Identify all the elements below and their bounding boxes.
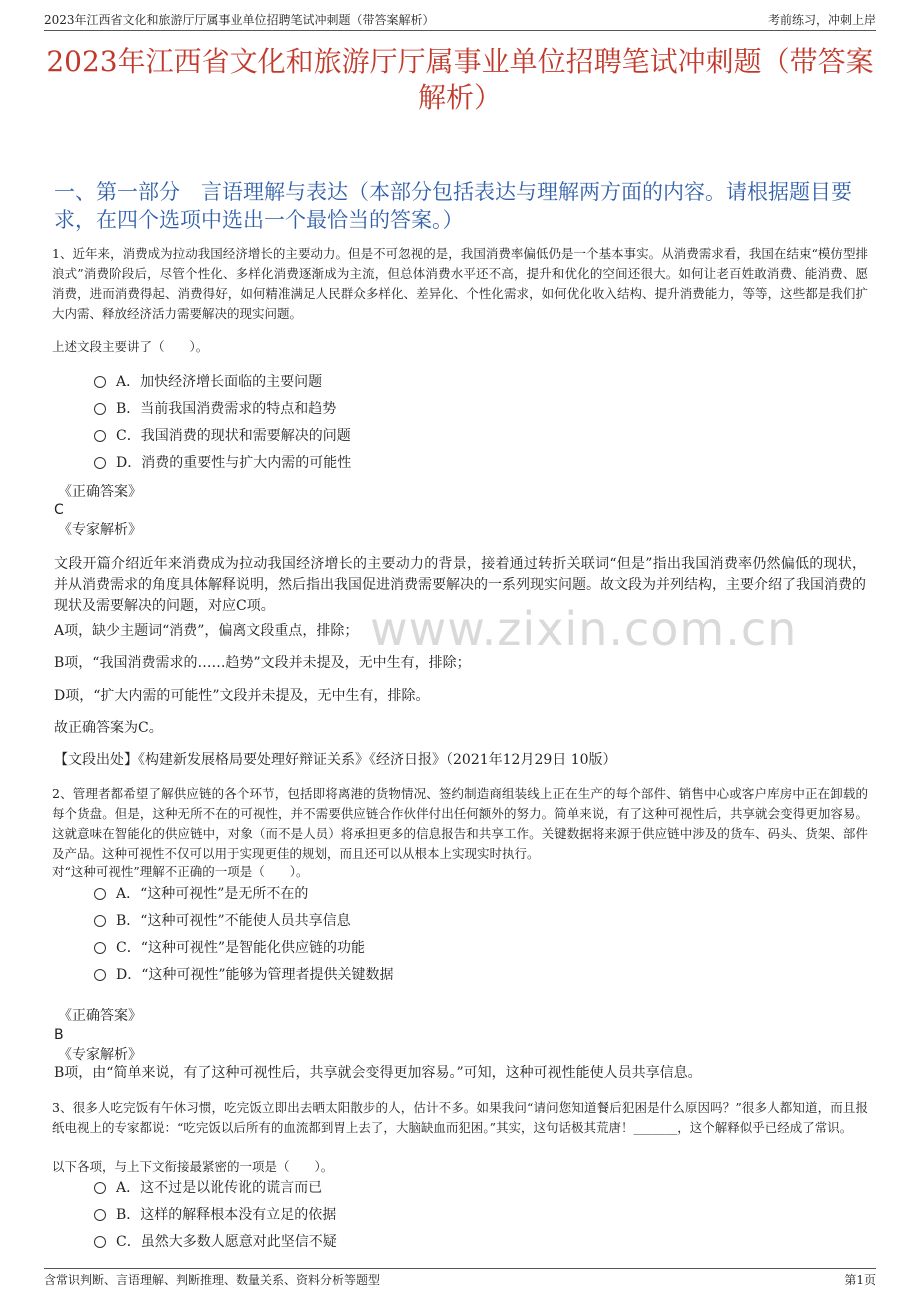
radio-icon[interactable]: [94, 888, 106, 900]
q1-stem: 1、近年来，消费成为拉动我国经济增长的主要动力。但是不可忽视的是，我国消费率偏低仍是一个基本事实。从消费需求看，我国在结束“模仿型排浪式”消费阶段后，尽管个性化、多样化消费逐渐成为主流，但总体消费水平还不高，提升和优化的空间还很大。如何让老百姓敢消费、能消费、愿消费，进而消费得起、消费得好，如何精准满足人民群众多样化、差异化、个性化需求，如何优化收入结构、提升消费能力，等等，这些都是我们扩大内需、释放经济活力需要解决的现实问题。: [52, 246, 868, 321]
q1-option-b[interactable]: [94, 399, 336, 419]
q1-option-a[interactable]: [94, 372, 322, 392]
option-label: B．“这种可视性”不能使人员共享信息: [116, 913, 351, 929]
q2-question: 对“这种可视性”理解不正确的一项是（ ）。: [52, 864, 309, 879]
q1-answer: C: [54, 502, 64, 518]
option-label: C．我国消费的现状和需要解决的问题: [116, 428, 351, 444]
option-label: C．“这种可视性”是智能化供应链的功能: [116, 940, 366, 956]
section-heading: 一、第一部分 言语理解与表达（本部分包括表达与理解两方面的内容。请根据题目要求，在四个选项中选出一个最恰当的答案。）: [54, 180, 852, 232]
q1-conclusion: 故正确答案为C。: [54, 720, 163, 736]
q1-answer-label: 《正确答案》: [58, 484, 142, 500]
q2-option-a[interactable]: [94, 884, 308, 904]
q1-analysis-b: B项，“我国消费需求的……趋势”文段并未提及，无中生有，排除；: [54, 655, 471, 671]
q2-answer: B: [54, 1027, 64, 1043]
q1-analysis-label: 《专家解析》: [58, 522, 142, 538]
q1-analysis-d: D项，“扩大内需的可能性”文段并未提及，无中生有，排除。: [54, 688, 430, 704]
q2-option-d[interactable]: [94, 965, 394, 985]
radio-icon[interactable]: [94, 969, 106, 981]
document-title: 2023年江西省文化和旅游厅厅属事业单位招聘笔试冲刺题（带答案解析）: [46, 45, 874, 114]
option-label: D．“这种可视性”能够为管理者提供关键数据: [116, 967, 394, 983]
radio-icon[interactable]: [94, 457, 106, 469]
radio-icon[interactable]: [94, 376, 106, 388]
q1-analysis-a: A项，缺少主题词“消费”，偏离文段重点，排除；: [54, 623, 359, 639]
option-label: B．当前我国消费需求的特点和趋势: [116, 401, 337, 417]
radio-icon[interactable]: [94, 1182, 106, 1194]
q1-source: 【文段出处】《构建新发展格局要处理好辩证关系》《经济日报》（2021年12月29日 10版）: [54, 752, 617, 768]
option-label: C．虽然大多数人愿意对此坚信不疑: [116, 1234, 337, 1250]
q1-question: 上述文段主要讲了（ ）。: [52, 339, 209, 354]
page-header: [44, 10, 876, 31]
q3-option-c[interactable]: [94, 1232, 337, 1252]
option-label: D．消费的重要性与扩大内需的可能性: [116, 455, 352, 471]
q3-option-a[interactable]: [94, 1178, 322, 1198]
radio-icon[interactable]: [94, 1209, 106, 1221]
q1-option-d[interactable]: [94, 453, 351, 473]
option-label: A．加快经济增长面临的主要问题: [116, 374, 323, 390]
q2-analysis-label: 《专家解析》: [58, 1047, 142, 1063]
q3-option-b[interactable]: [94, 1205, 336, 1225]
option-label: A．这不过是以讹传讹的谎言而已: [116, 1180, 323, 1196]
page-number: 第1页: [844, 1273, 876, 1287]
q2-stem: 2、管理者都希望了解供应链的各个环节，包括即将离港的货物情况、签约制造商组装线上正在生产的每个部件、销售中心或客户库房中正在卸载的每个货盘。但是，这种无所不在的可视性，并不需要供应链合作伙伴付出任何额外的努力。简单来说，有了这种可视性后，共享就会变得更加容易。这就意味在智能化的供应链中，对象（而不是人员）将承担更多的信息报告和共享工作。关键数据将来源于供应链中涉及的货车、码头、货架、部件及产品。这种可视性不仅可以用于实现更佳的规划，而且还可以从根本上实现实时执行。: [52, 786, 868, 861]
q2-answer-label: 《正确答案》: [58, 1008, 142, 1024]
radio-icon[interactable]: [94, 942, 106, 954]
q3-question: 以下各项，与上下文衔接最紧密的一项是（ ）。: [52, 1159, 334, 1174]
q1-analysis-text: 文段开篇介绍近年来消费成为拉动我国经济增长的主要动力的背景，接着通过转折关联词“但是”指出我国消费率仍然偏低的现状，并从消费需求的角度具体解释说明，然后指出我国促进消费需要解决的一系列现实问题。故文段为并列结构，主要介绍了我国消费的现状及需要解决的问题，对应C项。: [54, 556, 866, 614]
header-left-text: 2023年江西省文化和旅游厅厅属事业单位招聘笔试冲刺题（带答案解析）: [44, 13, 435, 27]
footer-left-text: 含常识判断、言语理解、判断推理、数量关系、资料分析等题型: [44, 1273, 381, 1287]
radio-icon[interactable]: [94, 915, 106, 927]
option-label: A．“这种可视性”是无所不在的: [116, 886, 309, 902]
watermark: www.zixin.com.cn: [370, 602, 798, 656]
q1-option-c[interactable]: [94, 426, 351, 446]
radio-icon[interactable]: [94, 430, 106, 442]
q2-option-b[interactable]: [94, 911, 351, 931]
radio-icon[interactable]: [94, 1236, 106, 1248]
page-footer: [44, 1268, 876, 1291]
radio-icon[interactable]: [94, 403, 106, 415]
q2-option-c[interactable]: [94, 938, 365, 958]
q3-stem: 3、很多人吃完饭有午休习惯，吃完饭立即出去晒太阳散步的人，估计不多。如果我问“请问您知道餐后犯困是什么原因吗？”很多人都知道，而且报纸电视上的专家都说：“吃完饭以后所有的血流都到胃上去了，大脑缺血而犯困。”其实，这句话极其荒唐！_______，这个解释似乎已经成了常识。: [52, 1100, 868, 1135]
header-right-text: 考前练习，冲刺上岸: [767, 13, 876, 27]
q2-analysis-text: B项，由“简单来说，有了这种可视性后，共享就会变得更加容易。”可知，这种可视性能使人员共享信息。: [54, 1065, 702, 1081]
option-label: B．这样的解释根本没有立足的依据: [116, 1207, 337, 1223]
